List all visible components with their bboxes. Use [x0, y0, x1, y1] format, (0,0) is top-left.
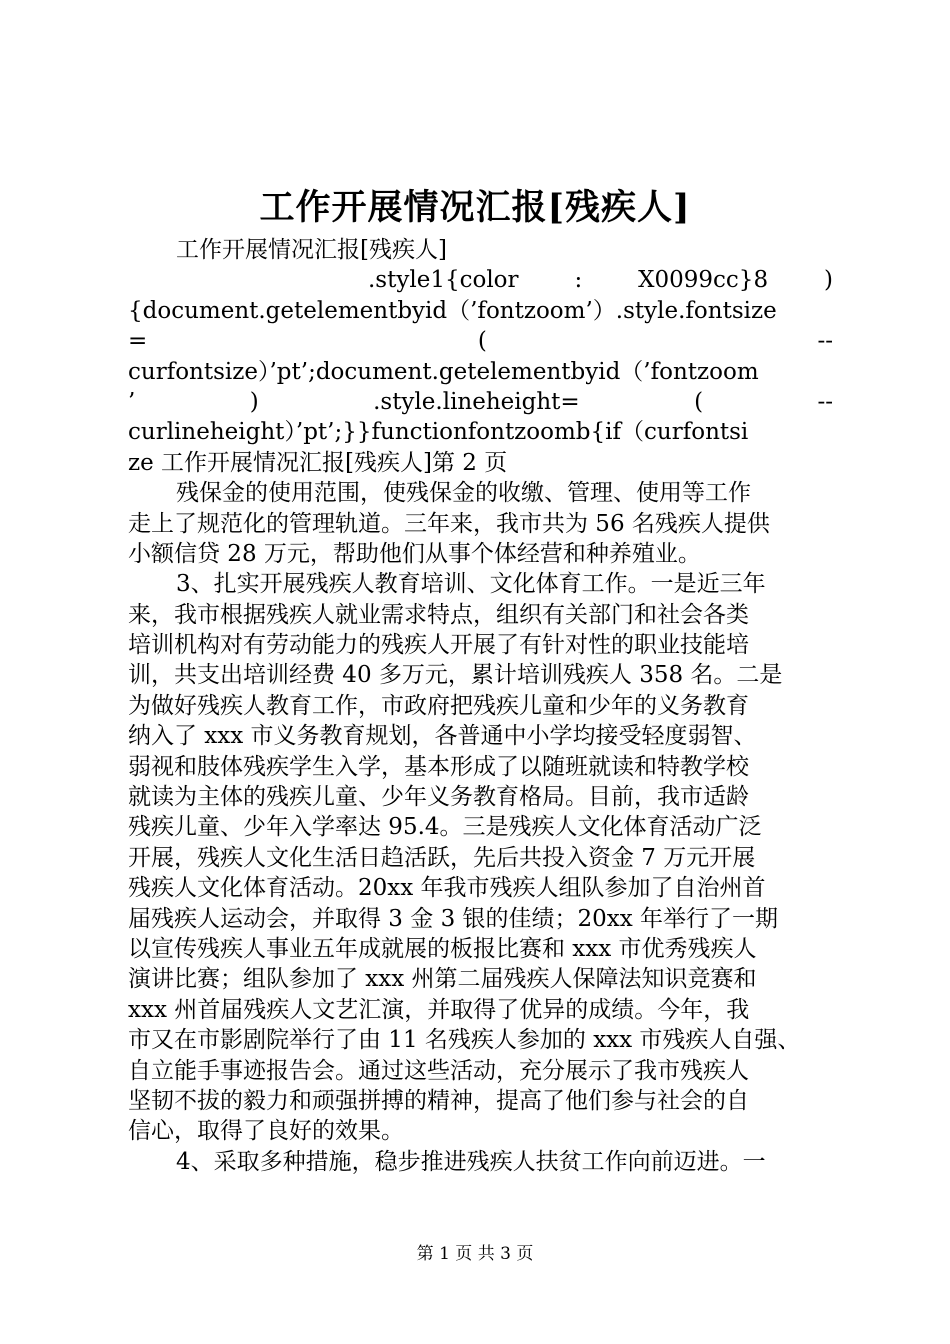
page-footer: 第 1 页 共 3 页	[416, 1244, 534, 1264]
text-segment: 4、采取多种措施，稳步推进残疾人扶贫工作向前迈进。一	[176, 1148, 766, 1175]
text-line	[128, 387, 833, 417]
text-segment: )	[824, 267, 833, 294]
document-body	[128, 235, 833, 1177]
text-line	[128, 600, 833, 630]
text-line	[128, 448, 833, 478]
text-line	[128, 934, 833, 964]
text-segment: --	[817, 388, 833, 415]
text-line	[128, 782, 833, 812]
text-line	[128, 539, 833, 569]
text-segment: 残疾儿童、少年入学率达 95.4。三是残疾人文化体育活动广泛	[128, 814, 762, 841]
text-segment: .style.lineheight=	[373, 388, 580, 415]
text-line	[128, 904, 833, 934]
text-segment: 3、扎实开展残疾人教育培训、文化体育工作。一是近三年	[176, 571, 766, 598]
text-segment: 开展，残疾人文化生活日趋活跃，先后共投入资金 7 万元开展	[128, 844, 756, 871]
text-line	[128, 812, 833, 842]
text-segment: curlineheight）’pt’;}}functionfontzoomb{if（curfontsi	[128, 419, 749, 446]
text-line	[128, 1116, 833, 1146]
text-segment: 训，共支出培训经费 40 多万元，累计培训残疾人 358 名。二是	[128, 662, 783, 689]
text-segment: xxx 州首届残疾人文艺汇演，并取得了优异的成绩。今年，我	[128, 996, 750, 1023]
text-segment: .style1{color	[368, 267, 519, 294]
text-segment: ’	[128, 388, 136, 415]
text-segment: =	[128, 328, 148, 355]
text-segment: 小额信贷 28 万元，帮助他们从事个体经营和种养殖业。	[128, 540, 701, 567]
text-line	[128, 357, 833, 387]
text-line	[128, 417, 833, 447]
text-segment: (	[694, 388, 704, 415]
text-segment: curfontsize）’pt’;document.getelementbyid（’fontzoom	[128, 358, 759, 385]
text-line	[128, 326, 833, 356]
text-segment: 信心，取得了良好的效果。	[128, 1118, 404, 1145]
text-line	[128, 569, 833, 599]
text-segment: 残保金的使用范围，使残保金的收缴、管理、使用等工作	[176, 480, 751, 507]
text-line	[128, 995, 833, 1025]
text-segment: 演讲比赛；组队参加了 xxx 州第二届残疾人保障法知识竞赛和	[128, 966, 757, 993]
text-segment: )	[249, 388, 259, 415]
text-segment: 市又在市影剧院举行了由 11 名残疾人参加的 xxx 市残疾人自强、	[128, 1027, 801, 1054]
text-segment: 届残疾人运动会，并取得 3 金 3 银的佳绩；20xx 年举行了一期	[128, 905, 779, 932]
text-line	[128, 843, 833, 873]
text-line	[128, 873, 833, 903]
text-line	[128, 721, 833, 751]
text-line	[128, 752, 833, 782]
text-line	[128, 478, 833, 508]
text-segment: 为做好残疾人教育工作，市政府把残疾儿童和少年的义务教育	[128, 692, 749, 719]
text-segment: X0099cc}8	[638, 267, 769, 294]
text-line	[128, 691, 833, 721]
text-segment: 来，我市根据残疾人就业需求特点，组织有关部门和社会各类	[128, 601, 749, 628]
text-segment: 工作开展情况汇报[残疾人]	[176, 237, 447, 263]
text-line	[128, 265, 833, 295]
text-segment: 坚韧不拔的毅力和顽强拼搏的精神，提高了他们参与社会的自	[128, 1087, 749, 1114]
text-segment: 弱视和肢体残疾学生入学，基本形成了以随班就读和特教学校	[128, 753, 749, 780]
text-segment: 培训机构对有劳动能力的残疾人开展了有针对性的职业技能培	[128, 632, 749, 659]
text-segment: :	[574, 267, 583, 294]
text-segment: 残疾人文化体育活动。20xx 年我市残疾人组队参加了自治州首	[128, 875, 766, 902]
text-segment: 以宣传残疾人事业五年成就展的板报比赛和 xxx 市优秀残疾人	[128, 935, 757, 962]
document-title: 工作开展情况汇报[残疾人]	[259, 187, 691, 228]
text-line	[128, 1056, 833, 1086]
text-segment: --	[817, 328, 833, 355]
text-line	[128, 1025, 833, 1055]
text-segment: {document.getelementbyid（’fontzoom’）.style.fontsize	[128, 297, 777, 324]
text-line	[128, 964, 833, 994]
text-segment: 就读为主体的残疾儿童、少年义务教育格局。目前，我市适龄	[128, 784, 749, 811]
text-line	[128, 1147, 833, 1177]
text-segment: 走上了规范化的管理轨道。三年来，我市共为 56 名残疾人提供	[128, 510, 770, 537]
text-line	[128, 660, 833, 690]
text-line	[128, 296, 833, 326]
text-segment: (	[477, 328, 487, 355]
text-segment: 自立能手事迹报告会。通过这些活动，充分展示了我市残疾人	[128, 1057, 749, 1084]
text-segment: ze 工作开展情况汇报[残疾人]第 2 页	[128, 449, 508, 476]
text-line	[128, 235, 833, 265]
text-line	[128, 509, 833, 539]
text-line	[128, 630, 833, 660]
text-line	[128, 1086, 833, 1116]
text-segment: 纳入了 xxx 市义务教育规划，各普通中小学均接受轻度弱智、	[128, 723, 757, 750]
